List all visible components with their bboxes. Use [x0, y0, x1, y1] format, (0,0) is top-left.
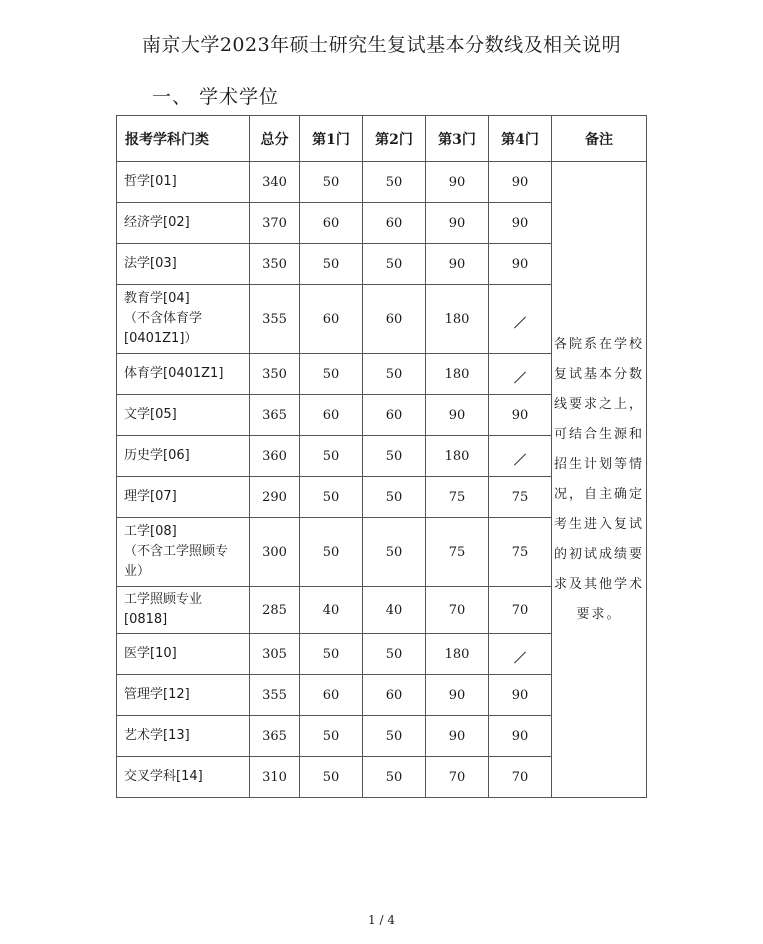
cell-total: 350 — [250, 244, 300, 285]
cell-score-3: 90 — [426, 716, 489, 757]
cell-subject — [117, 203, 250, 244]
section-heading: 一、 学术学位 — [152, 86, 280, 108]
cell-score-3: 90 — [426, 203, 489, 244]
cell-remark: 各院系在学校复试基本分数线要求之上，可结合生源和招生计划等情况，自主确定考生进入复试的初试成绩要求及其他学术要求。 — [552, 162, 647, 798]
cell-score-3: 180 — [426, 285, 489, 354]
subject-name: 医学[10] — [124, 646, 177, 661]
cell-score-4 — [489, 354, 552, 395]
subject-name: 文学[05] — [124, 407, 177, 422]
cell-subject — [117, 285, 250, 354]
cell-subject — [117, 436, 250, 477]
cell-score-2: 50 — [363, 716, 426, 757]
cell-subject — [117, 354, 250, 395]
cell-score-1: 50 — [300, 354, 363, 395]
not-applicable-slash — [514, 453, 526, 465]
cell-subject — [117, 518, 250, 587]
cell-total: 355 — [250, 285, 300, 354]
cell-score-2: 60 — [363, 395, 426, 436]
cell-score-2: 50 — [363, 634, 426, 675]
cell-total: 365 — [250, 395, 300, 436]
subject-name: 工学照顾专业[0818] — [124, 592, 203, 627]
subject-name: 管理学[12] — [124, 687, 190, 702]
cell-score-1: 50 — [300, 757, 363, 798]
not-applicable-slash — [514, 371, 526, 383]
header-subject-2: 第2门 — [363, 116, 426, 162]
subject-name: 教育学[04] — [124, 291, 190, 306]
cell-score-2: 50 — [363, 162, 426, 203]
subject-name: 体育学[0401Z1] — [124, 366, 224, 381]
cell-score-3: 90 — [426, 244, 489, 285]
cell-score-2: 60 — [363, 203, 426, 244]
cell-score-3: 90 — [426, 675, 489, 716]
cell-total: 350 — [250, 354, 300, 395]
cell-subject — [117, 675, 250, 716]
cell-score-4: 75 — [489, 477, 552, 518]
cell-score-1: 60 — [300, 203, 363, 244]
not-applicable-slash — [514, 651, 526, 663]
subject-name: 法学[03] — [124, 256, 177, 271]
cell-score-3: 180 — [426, 354, 489, 395]
not-applicable-slash — [514, 316, 526, 328]
header-subject-4: 第4门 — [489, 116, 552, 162]
cell-total: 305 — [250, 634, 300, 675]
score-table — [116, 115, 647, 798]
cell-score-1: 60 — [300, 395, 363, 436]
cell-score-3: 75 — [426, 518, 489, 587]
cell-score-4: 90 — [489, 716, 552, 757]
cell-score-2: 60 — [363, 285, 426, 354]
table-row — [117, 162, 647, 203]
header-remark: 备注 — [552, 116, 647, 162]
page-number: 1 / 4 — [368, 913, 395, 927]
subject-name: 理学[07] — [124, 489, 177, 504]
cell-score-1: 50 — [300, 716, 363, 757]
cell-subject — [117, 716, 250, 757]
cell-score-4: 90 — [489, 675, 552, 716]
cell-score-3: 90 — [426, 162, 489, 203]
cell-score-3: 75 — [426, 477, 489, 518]
cell-subject — [117, 757, 250, 798]
subject-name: 哲学[01] — [124, 174, 177, 189]
cell-score-4: 70 — [489, 587, 552, 634]
cell-score-3: 90 — [426, 395, 489, 436]
cell-score-1: 50 — [300, 518, 363, 587]
cell-total: 290 — [250, 477, 300, 518]
cell-score-4: 70 — [489, 757, 552, 798]
subject-name: 交叉学科[14] — [124, 769, 203, 784]
cell-subject — [117, 162, 250, 203]
cell-score-4 — [489, 634, 552, 675]
cell-score-4 — [489, 436, 552, 477]
cell-subject — [117, 587, 250, 634]
cell-score-2: 50 — [363, 518, 426, 587]
cell-score-4 — [489, 285, 552, 354]
cell-score-4: 90 — [489, 395, 552, 436]
header-total: 总分 — [250, 116, 300, 162]
cell-total: 355 — [250, 675, 300, 716]
cell-subject — [117, 395, 250, 436]
cell-score-1: 60 — [300, 675, 363, 716]
cell-subject — [117, 634, 250, 675]
cell-score-3: 180 — [426, 436, 489, 477]
cell-score-2: 50 — [363, 757, 426, 798]
header-subject: 报考学科门类 — [117, 116, 250, 162]
cell-subject — [117, 477, 250, 518]
cell-score-1: 50 — [300, 634, 363, 675]
table-header-row — [117, 116, 647, 162]
subject-note: （不含体育学[0401Z1]） — [124, 311, 203, 346]
cell-score-2: 50 — [363, 354, 426, 395]
header-subject-3: 第3门 — [426, 116, 489, 162]
header-subject-1: 第1门 — [300, 116, 363, 162]
cell-score-1: 50 — [300, 436, 363, 477]
cell-score-4: 75 — [489, 518, 552, 587]
document-title: 南京大学2023年硕士研究生复试基本分数线及相关说明 — [141, 34, 622, 56]
cell-score-3: 180 — [426, 634, 489, 675]
cell-total: 300 — [250, 518, 300, 587]
cell-score-1: 60 — [300, 285, 363, 354]
cell-total: 365 — [250, 716, 300, 757]
subject-name: 经济学[02] — [124, 215, 190, 230]
subject-name: 艺术学[13] — [124, 728, 190, 743]
cell-total: 310 — [250, 757, 300, 798]
cell-score-1: 50 — [300, 244, 363, 285]
cell-score-2: 60 — [363, 675, 426, 716]
cell-score-4: 90 — [489, 244, 552, 285]
cell-total: 340 — [250, 162, 300, 203]
subject-name: 工学[08] — [124, 524, 177, 539]
cell-score-4: 90 — [489, 162, 552, 203]
cell-score-2: 40 — [363, 587, 426, 634]
cell-score-3: 70 — [426, 587, 489, 634]
cell-score-3: 70 — [426, 757, 489, 798]
cell-score-2: 50 — [363, 477, 426, 518]
cell-score-1: 40 — [300, 587, 363, 634]
subject-note: （不含工学照顾专业） — [124, 544, 229, 579]
cell-total: 285 — [250, 587, 300, 634]
cell-subject — [117, 244, 250, 285]
cell-total: 370 — [250, 203, 300, 244]
cell-total: 360 — [250, 436, 300, 477]
cell-score-2: 50 — [363, 244, 426, 285]
cell-score-1: 50 — [300, 162, 363, 203]
subject-name: 历史学[06] — [124, 448, 190, 463]
cell-score-4: 90 — [489, 203, 552, 244]
cell-score-2: 50 — [363, 436, 426, 477]
cell-score-1: 50 — [300, 477, 363, 518]
